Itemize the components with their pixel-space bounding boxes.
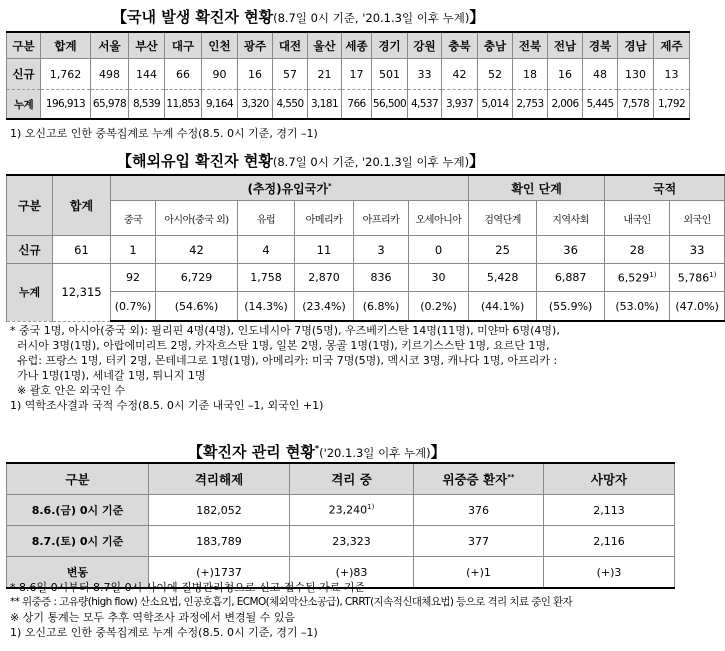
management-value: (+)1: [466, 565, 491, 579]
domestic-title: 【국내 발생 확진자 현황(8.7일 0시 기준, '20.1.3일 이후 누계)】: [112, 8, 485, 26]
domestic-cell: 18: [513, 59, 548, 90]
overseas-note-line: 1) 역학조사결과 국적 수정(8.5. 0시 기준 내국인 –1, 외국인 +1): [10, 399, 324, 412]
overseas-percent-cell: (47.0%): [670, 292, 725, 322]
domestic-cell: 52: [478, 59, 513, 90]
domestic-header-cell: 서울: [91, 32, 129, 59]
domestic-cell: 56,500: [372, 90, 408, 120]
overseas-header-nationality: 국적: [605, 175, 725, 201]
overseas-subheader-cell: 검역단계: [469, 201, 537, 236]
domestic-header-cell: 부산: [129, 32, 165, 59]
domestic-cell: 498: [91, 59, 129, 90]
domestic-row-label: 신규: [7, 59, 41, 90]
management-cell: [414, 526, 544, 557]
overseas-percent-cell: (44.1%): [469, 292, 537, 322]
domestic-header-cell: 합계: [41, 32, 91, 59]
overseas-percent-cell: (6.8%): [354, 292, 409, 322]
domestic-cell: 90: [202, 59, 238, 90]
management-value: 2,116: [593, 534, 625, 548]
overseas-cumulative-cell: [670, 264, 725, 292]
domestic-header-cell: 전북: [513, 32, 548, 59]
overseas-cumulative-cell: [409, 264, 469, 292]
domestic-header-cell: 세종: [342, 32, 372, 59]
overseas-percent-cell: (55.9%): [537, 292, 605, 322]
overseas-cumulative-row: [7, 264, 725, 292]
overseas-cumulative-value: 5,428: [486, 271, 519, 284]
overseas-subheader-cell: 지역사회: [537, 201, 605, 236]
overseas-new-cell: 25: [469, 236, 537, 264]
management-header-label: 위중증 환자: [442, 472, 508, 487]
management-value: (+)83: [335, 565, 368, 579]
overseas-cumulative-cell: [295, 264, 354, 292]
management-note-line: 1) 오신고로 인한 중복집계로 누계 수정(8.5. 0시 기준, 경기 –1): [10, 626, 318, 639]
overseas-cumulative-cell: [605, 264, 670, 292]
management-title: 【확진자 관리 현황*('20.1.3일 이후 누계)】: [188, 443, 446, 461]
management-header-cell: [290, 463, 414, 495]
management-header-label: 사망자: [590, 472, 628, 487]
overseas-cumulative-value: 30: [431, 271, 446, 284]
domestic-cell: 7,578: [618, 90, 654, 120]
management-cell: [290, 495, 414, 526]
overseas-percent-cell: (14.3%): [238, 292, 295, 322]
domestic-header-cell: 대전: [273, 32, 308, 59]
overseas-percent-cell: (53.0%): [605, 292, 670, 322]
overseas-subheader-cell: 유럽: [238, 201, 295, 236]
domestic-cell: 13: [654, 59, 690, 90]
domestic-cell: 144: [129, 59, 165, 90]
management-cell: [149, 526, 290, 557]
management-header-cell: [544, 463, 675, 495]
overseas-table: [6, 174, 725, 322]
domestic-header-cell: 대구: [165, 32, 202, 59]
overseas-new-cell: 36: [537, 236, 605, 264]
domestic-cell: 5,014: [478, 90, 513, 120]
domestic-header-cell: 경남: [618, 32, 654, 59]
overseas-cumulative-cell: [238, 264, 295, 292]
overseas-new-cell: 3: [354, 236, 409, 264]
management-header-label: 구분: [65, 472, 90, 487]
foreign-footnote-mark: 1): [709, 270, 717, 279]
overseas-new-cell: 33: [670, 236, 725, 264]
overseas-subheader-cell: 아시아(중국 외): [156, 201, 238, 236]
domestic-cell: 501: [372, 59, 408, 90]
overseas-cumulative-cell: [469, 264, 537, 292]
domestic-header-cell: 충남: [478, 32, 513, 59]
management-value: 23,240: [328, 503, 368, 517]
domestic-cell: 8,539: [129, 90, 165, 120]
overseas-cumulative-total: 12,315: [53, 264, 111, 322]
overseas-subheader-cell: 아프리카: [354, 201, 409, 236]
overseas-percent-cell: (0.7%): [111, 292, 156, 322]
overseas-subheader-cell: 중국: [111, 201, 156, 236]
domestic-header-cell: 경북: [583, 32, 618, 59]
overseas-subheader-cell: 아메리카: [295, 201, 354, 236]
overseas-percent-cell: (54.6%): [156, 292, 238, 322]
domestic-header-cell: 울산: [308, 32, 342, 59]
overseas-cumulative-value: 836: [370, 271, 392, 284]
management-value: 8.6.(금) 0시 기준: [31, 504, 124, 517]
management-header-label: 격리해제: [194, 472, 244, 487]
domestic-header-row: [7, 32, 690, 59]
isolating-footnote-mark: 1): [367, 503, 375, 512]
overseas-header-total: 합계: [53, 175, 111, 236]
domestic-cell: 3,181: [308, 90, 342, 120]
domestic-header-cell: 강원: [408, 32, 442, 59]
domestic-header-cell: 전남: [548, 32, 583, 59]
overseas-cumulative-cell: [156, 264, 238, 292]
domestic-cell: 48: [583, 59, 618, 90]
domestic-cell: 9,164: [202, 90, 238, 120]
domestic-header-cell: 인천: [202, 32, 238, 59]
overseas-new-cell: 42: [156, 236, 238, 264]
overseas-percent-row: [7, 292, 725, 322]
management-value: 변동: [66, 566, 89, 579]
domestic-cumulative-row: [7, 90, 690, 120]
domestic-cell: 766: [342, 90, 372, 120]
domestic-header-cell: 광주: [238, 32, 273, 59]
domestic-note: 1) 오신고로 인한 중복집계로 누계 수정(8.5. 0시 기준, 경기 –1): [10, 127, 318, 140]
overseas-cumulative-cell: [354, 264, 409, 292]
domestic-cell: 3,937: [442, 90, 478, 120]
domestic-new-row: [7, 59, 690, 90]
overseas-new-cell: 61: [53, 236, 111, 264]
management-header-cell: [414, 463, 544, 495]
management-cell: [149, 495, 290, 526]
domestic-cell: 130: [618, 59, 654, 90]
management-header-cell: [149, 463, 290, 495]
overseas-new-cell: 0: [409, 236, 469, 264]
overseas-cumulative-value: 6,729: [180, 271, 213, 284]
overseas-new-row: [7, 236, 725, 264]
domestic-row-label: 누계: [7, 90, 41, 120]
management-value: 8.7.(토) 0시 기준: [31, 535, 124, 548]
management-cell: [290, 526, 414, 557]
domestic-cell: 1,792: [654, 90, 690, 120]
overseas-new-cell: 28: [605, 236, 670, 264]
domestic-cell: 2,753: [513, 90, 548, 120]
domestic-cell: 5,445: [583, 90, 618, 120]
overseas-subheader-cell: 내국인: [605, 201, 670, 236]
overseas-cumulative-value: 92: [126, 271, 140, 284]
management-header-label: 격리 중: [331, 472, 372, 487]
overseas-header-confirm-stage: 확인 단계: [469, 175, 605, 201]
overseas-notes: [10, 323, 560, 413]
management-table: [6, 462, 675, 589]
overseas-cumulative-value: 2,870: [308, 271, 340, 284]
overseas-percent-cell: (0.2%): [409, 292, 469, 322]
critical-footnote-mark: **: [507, 472, 515, 481]
domestic-cell: 42: [442, 59, 478, 90]
management-value: 377: [468, 534, 489, 548]
management-note-line: ※ 상기 통계는 모두 추후 역학조사 과정에서 변경될 수 있음: [10, 611, 296, 624]
overseas-percent-cell: (23.4%): [295, 292, 354, 322]
overseas-cumulative-value: 1,758: [250, 271, 282, 284]
domestic-header-cell: 제주: [654, 32, 690, 59]
overseas-note-line: 가나 1명(1명), 세네갈 1명, 튀니지 1명: [10, 369, 206, 382]
domestic-cell: 11,853: [165, 90, 202, 120]
overseas-new-cell: 4: [238, 236, 295, 264]
management-header-row: [7, 463, 675, 495]
domestic-footnote-mark: 1): [649, 270, 657, 279]
domestic-cell: 1,762: [41, 59, 91, 90]
overseas-cumulative-value: 5,786: [677, 271, 710, 285]
domestic-cell: 57: [273, 59, 308, 90]
management-value: (+)3: [596, 565, 622, 579]
overseas-subheader-row: [7, 201, 725, 236]
overseas-new-cell: 11: [295, 236, 354, 264]
management-notes: [10, 580, 572, 640]
overseas-cumulative-label: 누계: [7, 264, 53, 322]
overseas-note-line: * 중국 1명, 아시아(중국 외): 필리핀 4명(4명), 인도네시아 7명(5명), 우즈베키스탄 14명(11명), 미얀마 6명(4명),: [10, 324, 560, 337]
domestic-cell: 4,537: [408, 90, 442, 120]
management-value: 23,323: [332, 534, 371, 548]
overseas-note-line: 유럽: 프랑스 1명, 터키 2명, 몬테네그로 1명(1명), 아메리카: 미국 7명(5명), 멕시코 3명, 캐나다 1명, 아프리카 :: [10, 354, 558, 367]
overseas-subheader-cell: 외국인: [670, 201, 725, 236]
domestic-cell: 2,006: [548, 90, 583, 120]
overseas-title: 【해외유입 확진자 현황(8.7일 0시 기준, '20.1.3일 이후 누계)】: [117, 152, 485, 170]
overseas-subheader-cell: 오세아니아: [409, 201, 469, 236]
overseas-new-cell: 1: [111, 236, 156, 264]
domestic-cell: 196,913: [41, 90, 91, 120]
management-row-0806: [7, 495, 675, 526]
management-value: 183,789: [196, 534, 242, 548]
management-value: 376: [468, 503, 489, 517]
overseas-header-country: (추정)유입국가*: [111, 175, 469, 201]
domestic-cell: 33: [408, 59, 442, 90]
domestic-cell: 65,978: [91, 90, 129, 120]
domestic-cell: 21: [308, 59, 342, 90]
management-note-line: ** 위중증 : 고유량(high flow) 산소요법, 인공호흡기, ECMO(체외막산소공급), CRRT(지속적신대체요법) 등으로 격리 치료 중인 환자: [10, 596, 573, 608]
domestic-header-cell: 경기: [372, 32, 408, 59]
domestic-cell: 17: [342, 59, 372, 90]
domestic-table: [6, 31, 690, 120]
overseas-note-line: ※ 괄호 안은 외국인 수: [10, 384, 126, 397]
management-cell: [544, 526, 675, 557]
management-row-label: [7, 526, 149, 557]
domestic-cell: 16: [238, 59, 273, 90]
management-value: 2,113: [593, 503, 625, 517]
management-cell: [544, 495, 675, 526]
management-header-cell: [7, 463, 149, 495]
domestic-cell: 4,550: [273, 90, 308, 120]
domestic-header-cell: 구분: [7, 32, 41, 59]
overseas-cumulative-cell: [111, 264, 156, 292]
management-row-label: [7, 495, 149, 526]
overseas-cumulative-value: 6,887: [554, 271, 587, 284]
overseas-note-line: 러시아 3명(1명), 아랍에미리트 2명, 카자흐스탄 1명, 일본 2명, 몽골 1명(1명), 키르기스스탄 1명, 요르단 1명,: [10, 339, 550, 352]
overseas-cumulative-cell: [537, 264, 605, 292]
overseas-cumulative-value: 6,529: [617, 271, 650, 285]
overseas-new-label: 신규: [7, 236, 53, 264]
management-row-0807: [7, 526, 675, 557]
overseas-header-gubun: 구분: [7, 175, 53, 236]
management-note-line: * 8.6일 0시부터 8.7일 0시 사이에 질병관리청으로 신고·접수된 자료 기준: [10, 581, 366, 594]
management-value: (+)1737: [196, 565, 242, 579]
management-cell: [414, 495, 544, 526]
domestic-cell: 3,320: [238, 90, 273, 120]
domestic-header-cell: 충북: [442, 32, 478, 59]
management-value: 182,052: [196, 503, 242, 517]
domestic-cell: 66: [165, 59, 202, 90]
domestic-cell: 16: [548, 59, 583, 90]
